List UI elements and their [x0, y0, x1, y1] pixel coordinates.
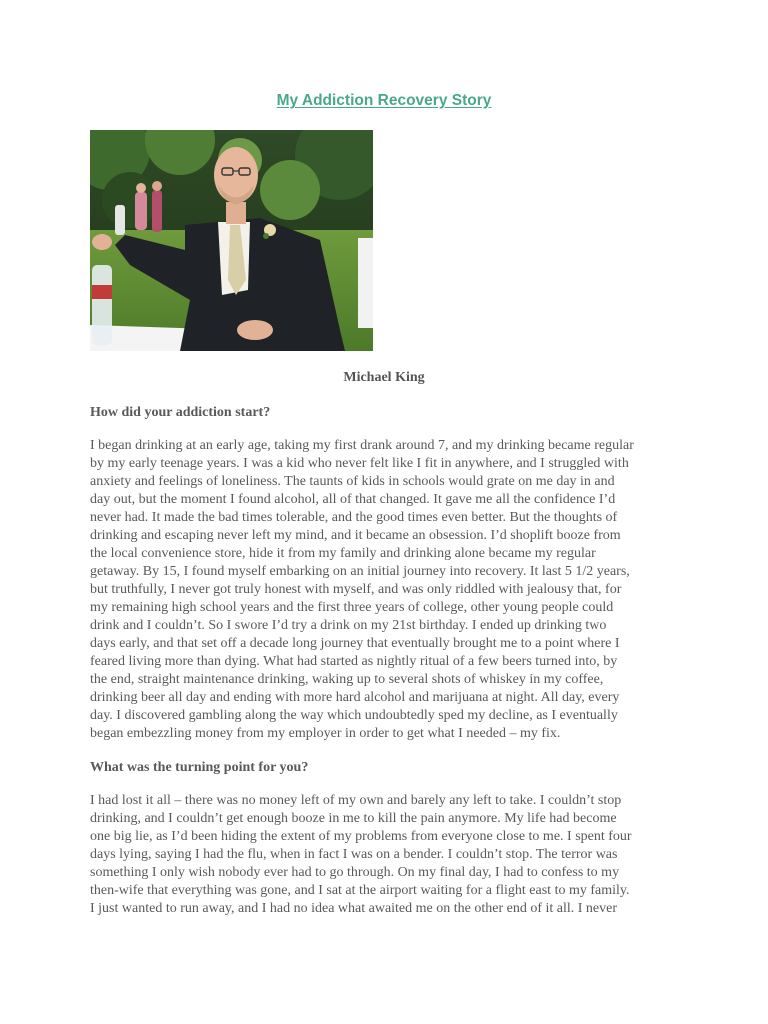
- portrait-photo: [90, 130, 373, 351]
- photo-caption: Michael King: [343, 370, 425, 385]
- section-paragraph: I had lost it all – there was no money left of my own and barely any left to take. I couldn’t stop drinking, and I couldn’t get enough booze in me to kill the pain anymore. My life had become one big lie, as I’d been hiding the extent of my problems from everyone close to me. I spent four days lying, saying I had the flu, when in fact I was on a bender. I couldn’t stop. The terror was something I only wish nobody ever had to go through. On my final day, I had to confess to my then-wife that everything was gone, and I sat at the airport waiting for a flight east to my family. I just wanted to run away, and I had no idea what awaited me on the other end of it all. I never: [90, 793, 632, 916]
- section-paragraph: I began drinking at an early age, taking my first drank around 7, and my drinking became regular by my early teenage years. I was a kid who never felt like I fit in anywhere, and I struggled with anxiety and feelings of loneliness. The taunts of kids in schools would grate on me day in and day out, but the moment I found alcohol, all of that changed. It gave me all the confidence I’d never had. It made the bad times tolerable, and the good times even better. But the thoughts of drinking and escaping never left my mind, and it became an obsession. I’d shoplift booze from the local convenience store, hide it from my family and drinking alone became my regular getaway. By 15, I found myself embarking on an initial journey into recovery. It last 5 1/2 years, but truthfully, I never got truly honest with myself, and was only riddled with jealousy that, for my remaining high school years and the first three years of college, other young people could drink and I couldn’t. So I swore I’d try a drink on my 21st birthday. I ended up drinking two days early, and that set off a decade long journey that eventually brought me to a point where I feared living more than dying. What had started as nightly ritual of a few beers turned into, by the end, straight maintenance drinking, waking up to several shots of whiskey in my coffee, drinking beer all day and ending with more hard alcohol and marijuana at night. All day, every day. I discovered gambling along the way which undoubtedly sped my decline, as I eventually began embezzling money from my employer in order to get what I needed – my fix.: [90, 438, 634, 741]
- section-heading: How did your addiction start?: [90, 405, 271, 420]
- article-body: [90, 404, 680, 934]
- section-heading: What was the turning point for you?: [90, 760, 309, 775]
- page-title: My Addiction Recovery Story: [276, 92, 492, 109]
